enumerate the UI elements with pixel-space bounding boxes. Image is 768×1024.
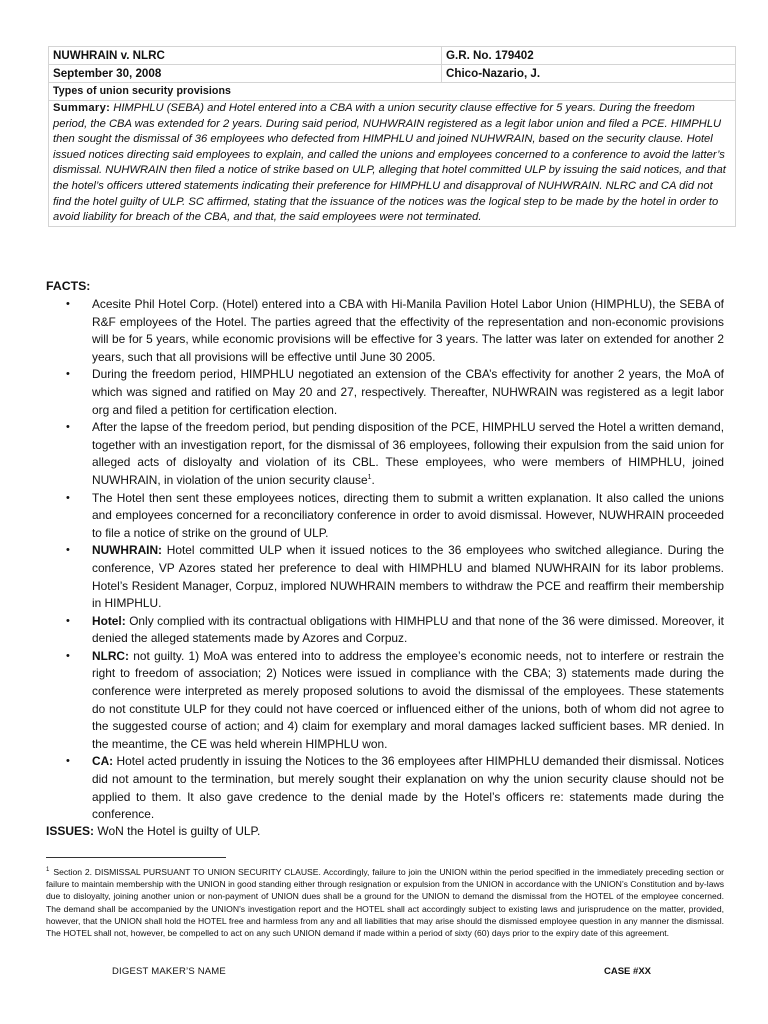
summary-cell	[49, 101, 736, 227]
topic-heading: Types of union security provisions	[49, 83, 736, 101]
footnote-ref: 1	[367, 473, 372, 481]
bullet-icon: •	[66, 368, 70, 381]
facts-heading: FACTS:	[46, 279, 91, 293]
digest-maker-name: DIGEST MAKER’S NAME	[112, 966, 226, 977]
ponente: Chico-Nazario, J.	[442, 65, 736, 83]
fact-lead: NUWHRAIN:	[92, 543, 163, 558]
issues-line	[46, 823, 260, 840]
decision-date: September 30, 2008	[49, 65, 442, 83]
fact-lead: Hotel:	[92, 613, 126, 628]
footnote-text: Section 2. DISMISSAL PURSUANT TO UNION SECURITY CLAUSE. Accordingly, failure to join the UNION within the period specified in the immediately preceding section or failure to maintain membership with the UNION in good standing either through resignation or expulsion from the UNION in accordance with the UNION’s Constitution and by-laws due to disloyalty, joining another union or non-payment of UNION dues shall be a ground for the UNION to demand the dismissal from the HOTEL of the employee concerned. The demand shall be accompanied by the UNION’s investigation report and the HOTEL shall act accordingly subject to existing laws and jurisprudence on the matter, provided, however, that the UNION shall hold the HOTEL free and harmless from any and all liabilities that may arise should the dismissed employee question in any manner the dismissal. The HOTEL shall not, however, be compelled to act on any such UNION demand if made within a period of sixty (60) days prior to the expiry date of this agreement.	[46, 866, 724, 939]
footnote-divider	[46, 857, 226, 858]
bullet-icon: •	[66, 614, 70, 627]
summary-label: Summary:	[53, 102, 111, 114]
fact-item	[46, 753, 724, 823]
case-number: CASE #XX	[604, 966, 651, 977]
fact-text: Hotel acted prudently in issuing the Notices to the 36 employees after HIMPHLU demanded their dismissal. Notices did not amount to the termination, but merely sought their explanation on why the union security clause should not be applied to them. It also gave credence to the denial made by the Hotel’s officers re: statements made during the conference.	[92, 754, 724, 822]
fact-text: The Hotel then sent these employees notices, directing them to submit a written explanation. It also called the unions and employees concerned for a reconciliatory conference in order to avoid dismissal. However, NUWHRAIN proceeded to file a notice of strike on the ground of ULP.	[92, 490, 724, 540]
case-header-table	[48, 46, 736, 227]
bullet-icon: •	[66, 298, 70, 310]
issues-text: WoN the Hotel is guilty of ULP.	[97, 824, 261, 838]
fact-item	[46, 542, 724, 612]
footnote	[46, 864, 724, 940]
issues-label: ISSUES:	[46, 824, 95, 838]
bullet-icon: •	[66, 491, 70, 504]
summary-text: HIMPHLU (SEBA) and Hotel entered into a CBA with a union security clause effective for 5 years. During the freedom period, the CBA was extended for 2 years. During said period, NUHWRAIN registered as a legit labor union and filed a PCE. HIMPHLU then sought the dismissal of 36 employees who defected from HIMPHLU and joined NUHWRAIN, based on the security clause. Hotel issued notices directing said employees to explain, and called the unions and employees concerned to a conference to avoid the latter’s dismissal. NUHWRAIN then filed a notice of strike based on ULP, alleging that hotel committed ULP by issuing the said notices, and that the hotel’s officers uttered statements indicating their preference for HIMPHLU and disapproval of NUHWRAIN. NLRC and CA did not find the hotel guilty of ULP. SC affirmed, stating that the issuance of the notices was the logical step to be made by the hotel in order to avoid liability for breach of the CBA, and that, the said employees were not terminated.	[53, 102, 726, 224]
fact-lead: CA:	[92, 754, 114, 769]
gr-number: G.R. No. 179402	[442, 47, 736, 65]
case-title: NUWHRAIN v. NLRC	[49, 47, 442, 65]
fact-text: During the freedom period, HIMPHLU negotiated an extension of the CBA’s effectivity for another 2 years, the MoA of which was signed and ratified on May 20 and 27, respectively. Thereafter, NUHWRAIN was registered as a legit labor org and filed a petition for certification election.	[92, 367, 724, 417]
bullet-icon: •	[66, 649, 70, 662]
fact-item	[46, 490, 724, 543]
fact-item	[46, 296, 724, 366]
fact-item	[46, 613, 724, 648]
footnote-number: 1	[46, 867, 50, 873]
bullet-icon: •	[66, 421, 70, 434]
fact-text: Acesite Phil Hotel Corp. (Hotel) entered into a CBA with Hi-Manila Pavilion Hotel Labor Union (HIMPHLU), the SEBA of R&F employees of the Hotel. The parties agreed that the effectivity of the representation and non-economic provisions will be for 5 years, while economic provisions will be effective for 3 years. The latter was later on extended for another 2 years, such that all provisions will be effective until June 30 2005.	[92, 297, 724, 364]
bullet-icon: •	[66, 755, 70, 768]
fact-text-tail: .	[371, 472, 375, 487]
fact-text: Only complied with its contractual obligations with HIMHPLU and that none of the 36 were dimissed. Moreover, it denied the alleged statements made by Azores and Corpuz.	[92, 613, 724, 646]
bullet-icon: •	[66, 544, 70, 557]
fact-lead: NLRC:	[92, 648, 129, 663]
fact-text: Hotel committed ULP when it issued notices to the 36 employees who switched allegiance. During the conference, VP Azores stated her preference to deal with HIMPHLU and blamed NUWHRAIN for its labor problems. Hotel’s Resident Manager, Corpuz, implored NUWHRAIN members to withdraw the PCE and reaffirm their membership in HIMPHLU.	[92, 543, 724, 611]
facts-list	[46, 296, 724, 824]
fact-item	[46, 648, 724, 754]
fact-text: After the lapse of the freedom period, but pending disposition of the PCE, HIMPHLU served the Hotel a written demand, together with an investigation report, for the dismissal of 36 employees, following their expulsion from the said union for alleged acts of disloyalty and violation of its CBL. These employees, who were members of HIMPHLU, joined NUWHRAIN, in violation of the union security clause	[92, 420, 724, 487]
fact-item	[46, 366, 724, 419]
fact-text: not guilty. 1) MoA was entered into to address the employee’s economic needs, not to interfere or restrain the right to freedom of association; 2) Notices were issued in compliance with the CBA; 3) statements made during the conference were interpreted as merely proposed solutions to avoid the dismissal of the employees. These statements do not constitute ULP for they could not have coerced or influenced either of the unions, both of whom did not agree to the suggested course of action; and 4) claim for exemplary and moral damages lacked sufficient bases. MR denied. In the meantime, the CE was held wherein HIMPHLU won.	[92, 648, 724, 751]
fact-item	[46, 419, 724, 489]
